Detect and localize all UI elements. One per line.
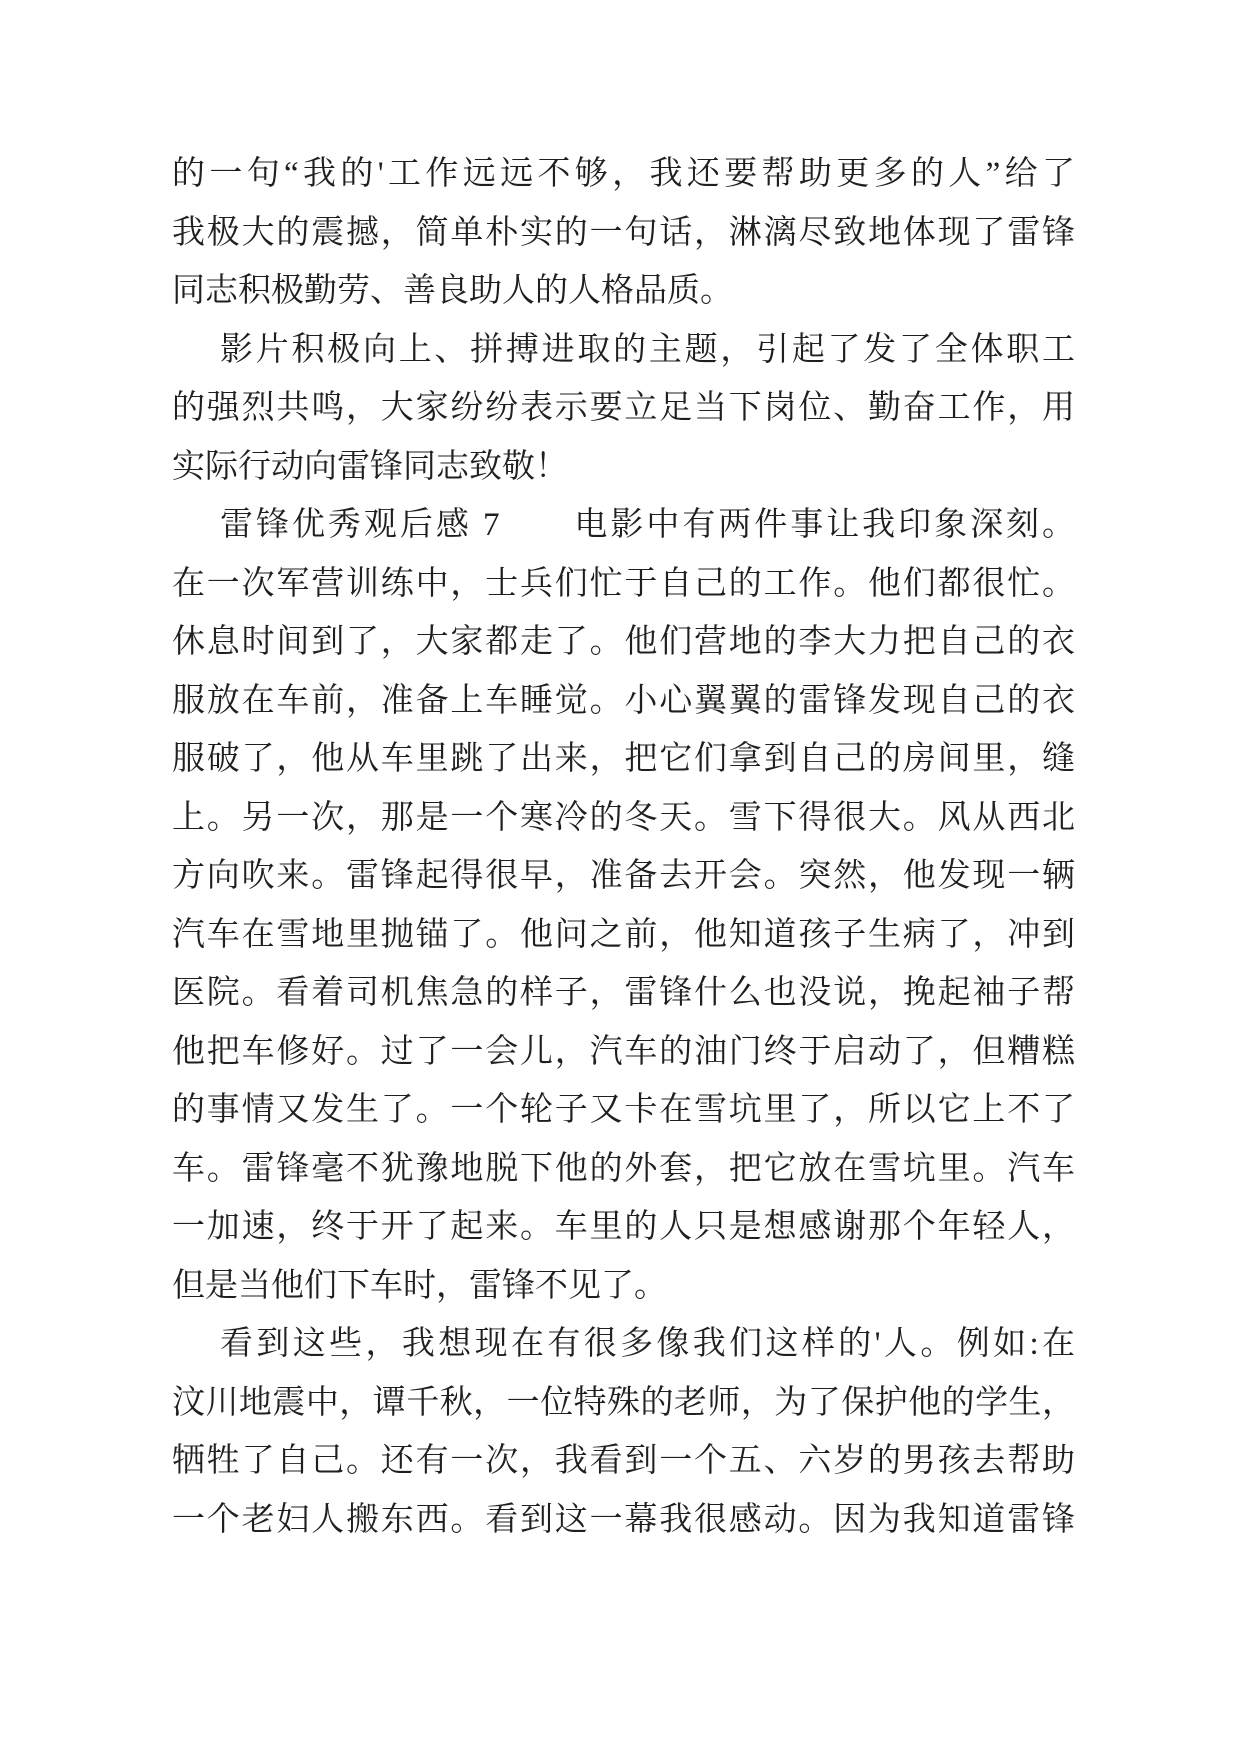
text-line: 但是当他们下车时，雷锋不见了。	[172, 1267, 667, 1304]
text-line: 我极大的震撼，简单朴实的一句话，淋漓尽致地体现了雷锋	[172, 214, 1075, 251]
text-line: 汽车在雪地里抛锚了。他问之前，他知道孩子生病了，冲到	[172, 916, 1075, 953]
text-line: 上。另一次，那是一个寒冷的冬天。雪下得很大。风从西北	[172, 799, 1075, 836]
document-text-block	[172, 145, 1075, 1549]
text-line: 在一次军营训练中，士兵们忙于自己的工作。他们都很忙。	[172, 565, 1075, 602]
text-line: 同志积极勤劳、善良助人的人格品质。	[172, 273, 733, 309]
text-line: 方向吹来。雷锋起得很早，准备去开会。突然，他发现一辆	[172, 858, 1075, 894]
text-line: 汶川地震中，谭千秋，一位特殊的老师，为了保护他的学生，	[172, 1384, 1075, 1421]
text-line: 车。雷锋毫不犹豫地脱下他的外套，把它放在雪坑里。汽车	[172, 1150, 1075, 1187]
text-line: 的强烈共鸣，大家纷纷表示要立足当下岗位、勤奋工作，用	[172, 390, 1075, 426]
text-line: 牺牲了自己。还有一次，我看到一个五、六岁的男孩去帮助	[172, 1443, 1075, 1479]
text-line: 医院。看着司机焦急的样子，雷锋什么也没说，挽起袖子帮	[172, 975, 1075, 1011]
text-line: 影片积极向上、拼搏进取的主题，引起了发了全体职工	[220, 331, 1075, 368]
text-line: 他把车修好。过了一会儿，汽车的油门终于启动了，但糟糕	[172, 1033, 1075, 1070]
text-line: 看到这些，我想现在有很多像我们这样的'人。例如:在	[220, 1326, 1075, 1362]
text-line: 一加速，终于开了起来。车里的人只是想感谢那个年轻人，	[172, 1209, 1075, 1245]
text-line: 休息时间到了，大家都走了。他们营地的李大力把自己的衣	[172, 624, 1075, 660]
text-line: 雷锋优秀观后感 7 电影中有两件事让我印象深刻。	[220, 507, 1075, 543]
text-line: 的一句“我的'工作远远不够，我还要帮助更多的人”给了	[172, 156, 1075, 192]
text-line: 服破了，他从车里跳了出来，把它们拿到自己的房间里，缝	[172, 741, 1075, 777]
text-line: 实际行动向雷锋同志致敬！	[172, 448, 568, 485]
text-line: 一个老妇人搬东西。看到这一幕我很感动。因为我知道雷锋	[172, 1501, 1075, 1538]
text-line: 的事情又发生了。一个轮子又卡在雪坑里了，所以它上不了	[172, 1092, 1075, 1128]
text-line: 服放在车前，准备上车睡觉。小心翼翼的雷锋发现自己的衣	[172, 682, 1075, 719]
